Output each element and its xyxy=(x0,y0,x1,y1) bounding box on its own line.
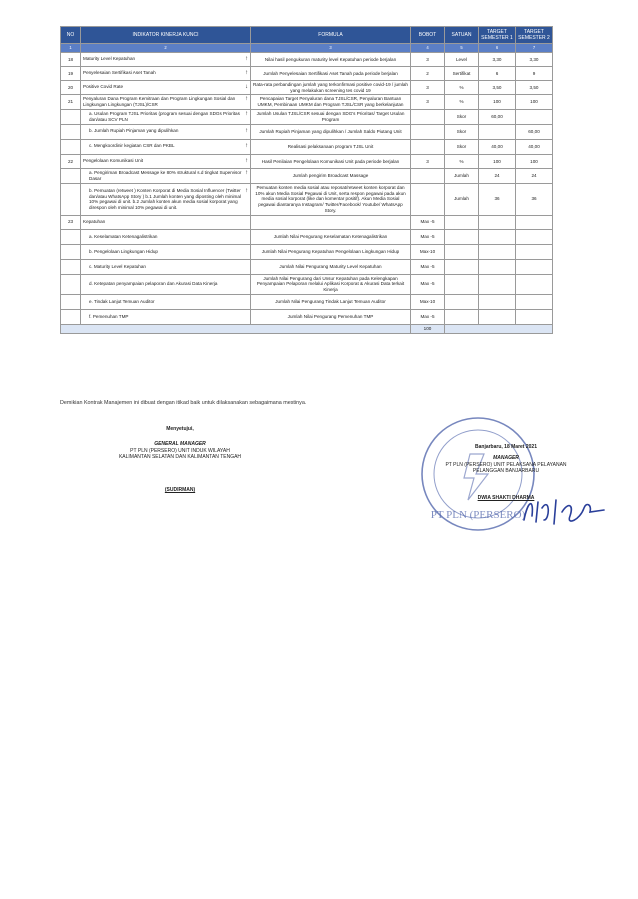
handwritten-signature-icon xyxy=(520,490,610,530)
target-2-cell: 3,30 xyxy=(516,53,553,67)
target-2-cell xyxy=(516,244,553,259)
target-2-cell xyxy=(516,215,553,229)
bobot-cell: Max -5 xyxy=(411,274,445,294)
table-row xyxy=(61,215,553,229)
target-1-cell xyxy=(479,259,516,274)
kpi-sheet xyxy=(60,26,552,334)
kpi-table xyxy=(60,26,553,334)
indicator-text: Penyelesaian Sertifikasi Aset Tanah xyxy=(83,69,156,75)
formula-cell: Rata-rata perbandingan jumlah yang terkonfirmasi positive covid-19 / jumlah yang melakukan screening tes covid 19 xyxy=(251,81,411,95)
target-1-cell xyxy=(479,124,516,139)
target-1-cell xyxy=(479,274,516,294)
arrow-up-icon: ↑ xyxy=(245,128,248,135)
col-num: 2 xyxy=(81,44,251,53)
target-1-cell xyxy=(479,244,516,259)
target-1-cell xyxy=(479,215,516,229)
row-number xyxy=(61,124,81,139)
target-1-cell xyxy=(479,309,516,324)
bobot-cell: 3 xyxy=(411,81,445,95)
row-number xyxy=(61,139,81,154)
target-2-cell: 36 xyxy=(516,183,553,215)
left-signatory-title: GENERAL MANAGER xyxy=(154,440,206,447)
row-number xyxy=(61,183,81,215)
target-2-cell: 24 xyxy=(516,168,553,183)
formula-cell: Jumlah Usulan TJSL/CSR sesuai dengan SDG's Prioritas/ Target Usulan Program xyxy=(251,109,411,124)
target-2-cell xyxy=(516,109,553,124)
row-number: 21 xyxy=(61,95,81,109)
indicator-text: Pengelolaan Komunikasi Unit xyxy=(83,157,144,163)
indicator-cell xyxy=(81,95,251,109)
arrow-up-icon: ↑ xyxy=(245,69,248,76)
target-2-cell xyxy=(516,274,553,294)
right-signatory-name: DWIA SHAKTI DHARMA xyxy=(477,495,535,501)
formula-cell: Jumlah Nilai Pengurang Keselamatan Ketenagalistrikan xyxy=(251,229,411,244)
right-signatory-title: MANAGER xyxy=(493,454,519,461)
indicator-text: Penyaluran Dana Program Kemitraan dan Program Lingkungan Sosial dan Lingkungan Lingkungan (TJSL)/CSR xyxy=(83,96,236,108)
satuan-cell xyxy=(445,294,479,309)
bobot-cell xyxy=(411,139,445,154)
formula-cell: Jumlah Nilai Pengurang Maturity Level Kepatuhan xyxy=(251,259,411,274)
satuan-cell: Level xyxy=(445,53,479,67)
bobot-cell xyxy=(411,183,445,215)
formula-cell: Jumlah Nilai Pengurang Tindak Lanjut Temuan Auditor xyxy=(251,294,411,309)
target-2-cell: 60,00 xyxy=(516,124,553,139)
target-2-cell xyxy=(516,259,553,274)
left-signatory-name: (SUDIRMAN) xyxy=(164,487,196,493)
indicator-cell xyxy=(81,67,251,81)
target-1-cell: 100 xyxy=(479,95,516,109)
bobot-cell: 3 xyxy=(411,95,445,109)
left-signatory-org1: PT PLN (PERSERO) UNIT INDUK WILAYAH xyxy=(130,447,230,454)
satuan-cell: Sertifikat xyxy=(445,67,479,81)
indicator-text: c. Mengkoordinir kegiatan CSR dan PKBL xyxy=(89,143,175,149)
table-row xyxy=(61,95,553,109)
target-2-cell: 3,50 xyxy=(516,81,553,95)
target-1-cell: 3,50 xyxy=(479,81,516,95)
table-subrow xyxy=(61,244,553,259)
indicator-cell xyxy=(81,183,251,215)
table-subrow xyxy=(61,274,553,294)
indicator-cell xyxy=(81,294,251,309)
col-num: 5 xyxy=(445,44,479,53)
row-number xyxy=(61,109,81,124)
header-formula: FORMULA xyxy=(251,27,411,44)
bobot-cell: 2 xyxy=(411,67,445,81)
header-no: NO xyxy=(61,27,81,44)
indicator-cell xyxy=(81,124,251,139)
indicator-text: b. Pemuatan (retweet ) Konten Korporat di Media Sosial Influencer (Twitter dan/atau WhatsApp Story ) b.1 Jumlah konten yang diposting oleh minimal 10% pegawai di unit. b.2 Jumlah konten akun media sosial korporat yang direspon oleh minimal 10% pegawai di unit. xyxy=(89,187,241,210)
header-target-2: TARGET SEMESTER 2 xyxy=(516,27,553,44)
bobot-cell: 3 xyxy=(411,53,445,67)
table-subrow xyxy=(61,139,553,154)
arrow-down-icon: ↓ xyxy=(245,83,248,90)
satuan-cell: % xyxy=(445,95,479,109)
arrow-up-icon: ↑ xyxy=(245,143,248,150)
right-signatory-org1: PT PLN (PERSERO) UNIT PELAKSANA PELAYANAN xyxy=(445,461,567,468)
satuan-cell xyxy=(445,274,479,294)
header-row xyxy=(61,27,553,44)
indicator-text: a. Keselamatan Ketenagalistrikan xyxy=(89,233,158,239)
indicator-cell xyxy=(81,139,251,154)
total-row xyxy=(61,324,553,333)
bobot-cell: Max-10 xyxy=(411,294,445,309)
right-place-date: Banjarbaru, 18 Maret 2021 xyxy=(475,444,537,450)
col-num: 6 xyxy=(479,44,516,53)
formula-cell: Pencapaian Target Penyaluran dana TJSL/CSR, Penyaluran Bantuan UMKM, Pembinaan UMKM dan Program TJSL/CSR yang berkelanjutan xyxy=(251,95,411,109)
bobot-cell: Max-10 xyxy=(411,244,445,259)
total-spacer xyxy=(61,324,411,333)
total-bobot: 100 xyxy=(411,324,445,333)
target-1-cell: 3,30 xyxy=(479,53,516,67)
row-number xyxy=(61,244,81,259)
indicator-text: Maturity Level Kepatuhan xyxy=(83,55,136,61)
row-number: 18 xyxy=(61,53,81,67)
column-number-row xyxy=(61,44,553,53)
target-1-cell: 100 xyxy=(479,154,516,168)
indicator-text: b. Jumlah Rupiah Pinjaman yang dipulihkan xyxy=(89,128,179,134)
kpi-table-body xyxy=(61,53,553,325)
row-number xyxy=(61,259,81,274)
formula-cell: Realisasi pelaksanaan program TJSL Unit xyxy=(251,139,411,154)
row-number xyxy=(61,274,81,294)
bobot-cell: Max -5 xyxy=(411,259,445,274)
table-subrow xyxy=(61,109,553,124)
arrow-up-icon: ↑ xyxy=(245,111,248,118)
indicator-cell xyxy=(81,109,251,124)
indicator-cell xyxy=(81,154,251,168)
formula-cell: Nilai hasil pengukuran maturity level Kepatuhan periode berjalan xyxy=(251,53,411,67)
row-number: 23 xyxy=(61,215,81,229)
row-number: 22 xyxy=(61,154,81,168)
header-satuan: SATUAN xyxy=(445,27,479,44)
indicator-text: b. Pengelolaan Lingkungan Hidup xyxy=(89,248,158,254)
bobot-cell xyxy=(411,109,445,124)
satuan-cell xyxy=(445,229,479,244)
total-spacer-right xyxy=(445,324,553,333)
indicator-cell xyxy=(81,81,251,95)
satuan-cell: % xyxy=(445,81,479,95)
indicator-cell xyxy=(81,229,251,244)
arrow-up-icon: ↑ xyxy=(245,170,248,177)
satuan-cell: Jumlah xyxy=(445,183,479,215)
formula-cell: Jumlah Rupiah Pinjaman yang dipulihkan / Jumlah Saldo Piutang Unit xyxy=(251,124,411,139)
table-row xyxy=(61,53,553,67)
header-indikator: INDIKATOR KINERJA KUNCI xyxy=(81,27,251,44)
target-1-cell: 24 xyxy=(479,168,516,183)
satuan-cell: Skor xyxy=(445,139,479,154)
left-signatory-org2: KALIMANTAN SELATAN DAN KALIMANTAN TENGAH xyxy=(118,454,242,461)
header-target-1: TARGET SEMESTER 1 xyxy=(479,27,516,44)
target-2-cell xyxy=(516,294,553,309)
col-num: 7 xyxy=(516,44,553,53)
target-2-cell: 100 xyxy=(516,95,553,109)
target-2-cell: 40,00 xyxy=(516,139,553,154)
arrow-up-icon: ↑ xyxy=(245,96,248,103)
satuan-cell: % xyxy=(445,154,479,168)
row-number: 20 xyxy=(61,81,81,95)
target-2-cell xyxy=(516,309,553,324)
stamp-text: PT PLN (PERSERO) xyxy=(430,509,526,521)
table-subrow xyxy=(61,183,553,215)
bobot-cell: 3 xyxy=(411,154,445,168)
table-row xyxy=(61,154,553,168)
bobot-cell xyxy=(411,168,445,183)
table-row xyxy=(61,67,553,81)
table-subrow xyxy=(61,259,553,274)
header-bobot: BOBOT xyxy=(411,27,445,44)
target-1-cell: 40,00 xyxy=(479,139,516,154)
table-subrow xyxy=(61,229,553,244)
formula-cell: Jumlah Nilai Pengurang dari Unsur Kepatuhan pada Kelengkapan Penyampaian Pelaporan melalui Aplikasi Korporat & Akurasi Data terkait Kinerja xyxy=(251,274,411,294)
indicator-cell xyxy=(81,215,251,229)
row-number xyxy=(61,168,81,183)
indicator-text: c. Maturity Level Kepatuhan xyxy=(89,263,146,269)
formula-cell xyxy=(251,215,411,229)
indicator-text: e. Tindak Lanjut Temuan Auditor xyxy=(89,298,155,304)
indicator-cell xyxy=(81,53,251,67)
table-subrow xyxy=(61,124,553,139)
row-number xyxy=(61,309,81,324)
table-subrow xyxy=(61,309,553,324)
closing-note: Demikian Kontrak Manajemen ini dibuat dengan itikad baik untuk dilaksanakan sebagaimana mestinya. xyxy=(60,400,307,406)
satuan-cell xyxy=(445,215,479,229)
indicator-text: Kepatuhan xyxy=(83,219,106,225)
formula-cell: Jumlah Nilai Pengurang Kepatuhan Pengelolaan Lingkungan Hidup xyxy=(251,244,411,259)
agree-label: Menyetujui, xyxy=(166,426,194,432)
row-number xyxy=(61,294,81,309)
indicator-cell xyxy=(81,244,251,259)
indicator-cell xyxy=(81,168,251,183)
bobot-cell: Max -5 xyxy=(411,215,445,229)
satuan-cell xyxy=(445,259,479,274)
arrow-up-icon: ↑ xyxy=(245,55,248,62)
col-num: 3 xyxy=(251,44,411,53)
target-1-cell: 36 xyxy=(479,183,516,215)
target-1-cell xyxy=(479,294,516,309)
indicator-text: a. Usulan Program TJSL Prioritas (program sesuai dengan SDGs Prioritas dan/atau SCV PLN xyxy=(89,111,240,122)
formula-cell: Pemuatan konten media sosial atau reposat/retweet konten korporat dan 10% akun Media Sosial Pegawai di Unit, serta respon pegawai pada akun media sosial korporat (like dan komentar positif). Akun Media Sosial pegawai diantaranya Instagram/ Twitter/Facebook/ Youtube/ WhatsApp Story. xyxy=(251,183,411,215)
bobot-cell: Max -5 xyxy=(411,229,445,244)
indicator-text: d. Ketepatan penyampaian pelaporan dan Akurasi Data Kinerja xyxy=(89,281,218,287)
target-1-cell: 60,00 xyxy=(479,109,516,124)
right-signatory-org2: PELANGGAN BANJARBARU xyxy=(472,468,540,475)
bobot-cell: Max -5 xyxy=(411,309,445,324)
target-2-cell xyxy=(516,229,553,244)
arrow-up-icon: ↑ xyxy=(245,157,248,164)
formula-cell: Hasil Penilaian Pengelolaan Komunikasi Unit pada periode berjalan xyxy=(251,154,411,168)
arrow-up-icon: ↑ xyxy=(245,187,248,194)
indicator-text: a. Pengiriman Broadcast Message ke 80% struktural s.d tingkat Supervisor Dasar xyxy=(89,170,242,181)
row-number: 19 xyxy=(61,67,81,81)
satuan-cell: Skor xyxy=(445,124,479,139)
table-row xyxy=(61,81,553,95)
indicator-cell xyxy=(81,259,251,274)
target-2-cell: 100 xyxy=(516,154,553,168)
satuan-cell xyxy=(445,244,479,259)
row-number xyxy=(61,229,81,244)
col-num: 1 xyxy=(61,44,81,53)
indicator-cell xyxy=(81,309,251,324)
target-2-cell: 9 xyxy=(516,67,553,81)
col-num: 4 xyxy=(411,44,445,53)
formula-cell: Jumlah Penyelesaian Sertifikasi Aset Tanah pada periode berjalan xyxy=(251,67,411,81)
left-signature-block xyxy=(100,426,260,494)
table-subrow xyxy=(61,294,553,309)
formula-cell: Jumlah Nilai Pengurang Pemenuhan TMP xyxy=(251,309,411,324)
indicator-text: f. Pemenuhan TMP xyxy=(89,313,129,319)
indicator-text: Positive Covid Rate xyxy=(83,83,124,89)
formula-cell: Jumlah pengirim Broadcast Massage xyxy=(251,168,411,183)
target-1-cell: 6 xyxy=(479,67,516,81)
target-1-cell xyxy=(479,229,516,244)
table-subrow xyxy=(61,168,553,183)
bobot-cell xyxy=(411,124,445,139)
satuan-cell xyxy=(445,309,479,324)
indicator-cell xyxy=(81,274,251,294)
satuan-cell: Skor xyxy=(445,109,479,124)
satuan-cell: Jumlah xyxy=(445,168,479,183)
